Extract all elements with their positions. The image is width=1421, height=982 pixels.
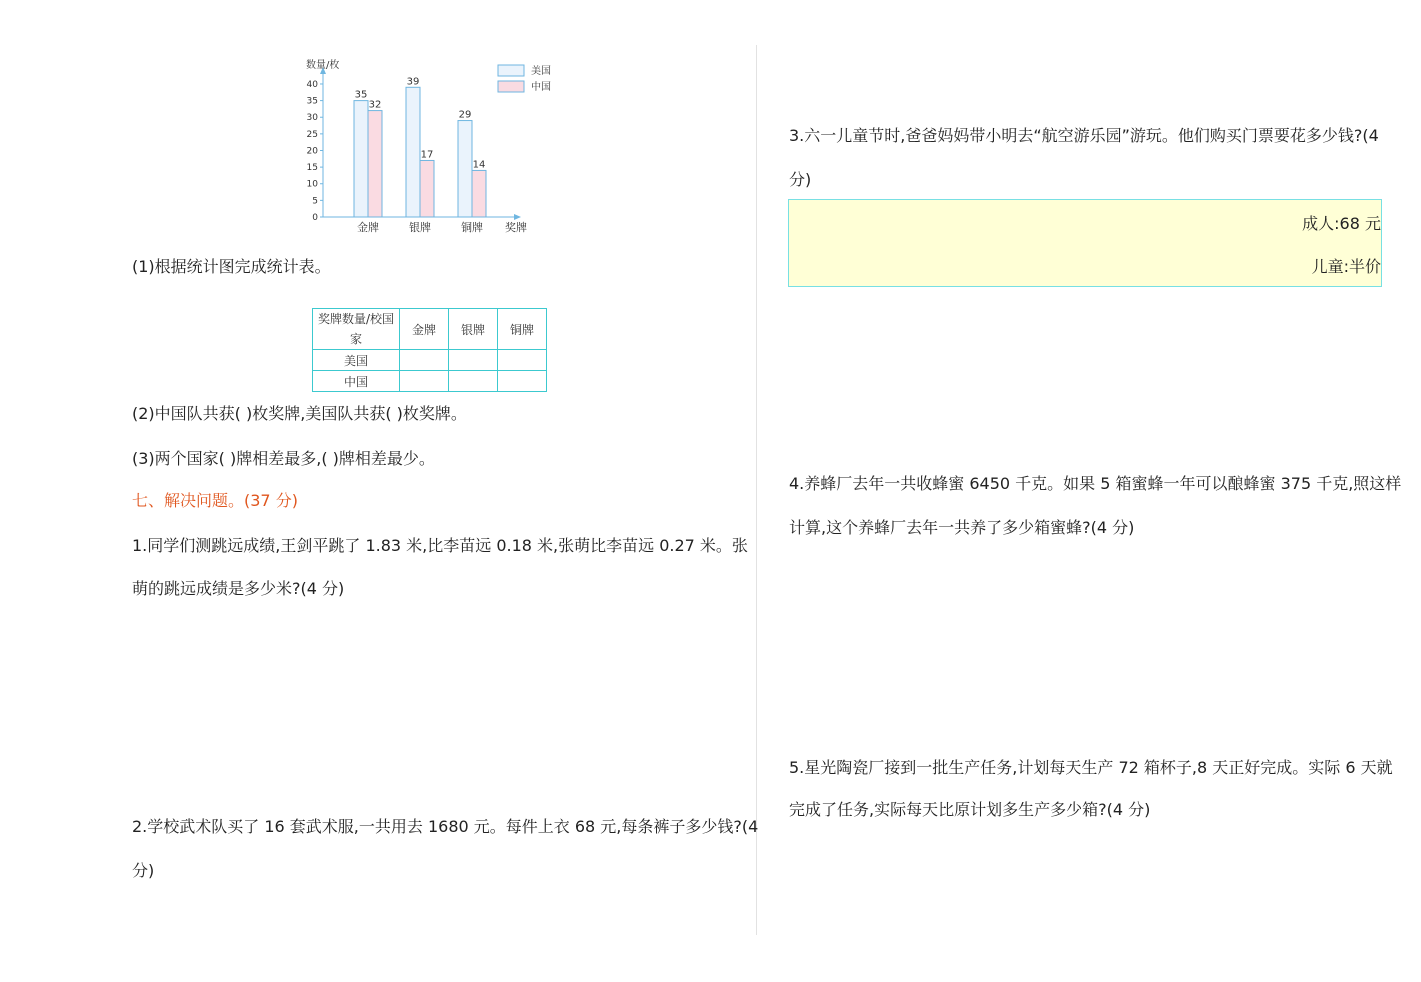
table-header-row bbox=[313, 309, 547, 350]
table-row bbox=[313, 350, 547, 371]
table-row-label: 中国 bbox=[313, 371, 400, 392]
ticket-child-price: 儿童:半价 bbox=[1311, 257, 1381, 276]
table-blank-cell[interactable] bbox=[498, 350, 547, 371]
problem-2-line-2: 分) bbox=[132, 861, 155, 880]
table-row-label: 美国 bbox=[313, 350, 400, 371]
legend-swatch bbox=[498, 81, 524, 92]
medal-statistics-table bbox=[312, 308, 547, 392]
table-header-line: 奖牌数量/校国 bbox=[317, 312, 395, 326]
x-axis-arrow bbox=[514, 214, 521, 220]
legend-swatch bbox=[498, 65, 524, 76]
question-2-text: (2)中国队共获( )枚奖牌,美国队共获( )枚奖牌。 bbox=[132, 404, 467, 423]
bar-value-label: 29 bbox=[458, 109, 472, 121]
table-row bbox=[313, 371, 547, 392]
chart-y-axis-label: 数量/枚 bbox=[306, 60, 340, 71]
problem-5-line-1: 5.星光陶瓷厂接到一批生产任务,计划每天生产 72 箱杯子,8 天正好完成。实际 6 天就 bbox=[789, 758, 1393, 777]
x-tick-label: 金牌 bbox=[357, 221, 379, 234]
problem-4-line-2: 计算,这个养蜂厂去年一共养了多少箱蜜蜂?(4 分) bbox=[789, 518, 1135, 537]
bar bbox=[458, 121, 472, 217]
problem-3-line-1: 3.六一儿童节时,爸爸妈妈带小明去“航空游乐园”游玩。他们购买门票要花多少钱?(4 bbox=[789, 126, 1379, 145]
legend-label: 中国 bbox=[531, 82, 551, 93]
column-divider bbox=[756, 45, 757, 935]
problem-3-line-2: 分) bbox=[789, 170, 812, 189]
bar bbox=[368, 111, 382, 217]
legend-label: 美国 bbox=[531, 66, 551, 77]
y-tick-label: 35 bbox=[306, 96, 318, 107]
x-tick-label: 铜牌 bbox=[461, 221, 483, 234]
bar bbox=[420, 160, 434, 217]
ticket-price-box bbox=[788, 199, 1382, 287]
y-tick-label: 0 bbox=[312, 213, 318, 223]
bar bbox=[406, 87, 420, 217]
bar-value-label: 14 bbox=[472, 159, 486, 171]
y-tick-label: 30 bbox=[306, 113, 318, 124]
table-header-line: 家 bbox=[349, 332, 362, 346]
y-tick-label: 25 bbox=[306, 129, 318, 140]
problem-2-line-1: 2.学校武术队买了 16 套武术服,一共用去 1680 元。每件上衣 68 元,每条裤子多少钱?(4 bbox=[132, 817, 759, 836]
question-3-text: (3)两个国家( )牌相差最多,( )牌相差最少。 bbox=[132, 449, 435, 468]
y-tick-label: 15 bbox=[306, 163, 318, 174]
problem-1-line-2: 萌的跳远成绩是多少米?(4 分) bbox=[132, 579, 345, 598]
medal-bar-chart bbox=[296, 52, 566, 242]
chart-legend bbox=[498, 64, 551, 93]
table-blank-cell[interactable] bbox=[400, 371, 449, 392]
chart-x-axis-label: 奖牌 bbox=[505, 221, 527, 234]
problem-5-line-2: 完成了任务,实际每天比原计划多生产多少箱?(4 分) bbox=[789, 800, 1151, 819]
bar bbox=[354, 101, 368, 217]
ticket-adult-price: 成人:68 元 bbox=[1302, 214, 1381, 233]
bar-value-label: 35 bbox=[354, 89, 368, 101]
bar bbox=[472, 170, 486, 217]
x-tick-label: 银牌 bbox=[409, 221, 431, 234]
y-tick-label: 40 bbox=[306, 79, 318, 90]
question-1-instruction: (1)根据统计图完成统计表。 bbox=[132, 257, 331, 276]
problem-1-line-1: 1.同学们测跳远成绩,王剑平跳了 1.83 米,比李苗远 0.18 米,张萌比李苗远 0.27 米。张 bbox=[132, 536, 748, 555]
y-tick-label: 20 bbox=[306, 146, 318, 157]
chart-bars bbox=[354, 76, 486, 234]
chart-y-ticks bbox=[307, 80, 323, 223]
table-header-cell: 银牌 bbox=[449, 309, 498, 350]
table-blank-cell[interactable] bbox=[449, 371, 498, 392]
bar-value-label: 32 bbox=[368, 99, 382, 111]
y-tick-label: 5 bbox=[312, 196, 318, 207]
bar-value-label: 17 bbox=[420, 149, 434, 161]
table-header-cell bbox=[313, 309, 400, 350]
problem-4-line-1: 4.养蜂厂去年一共收蜂蜜 6450 千克。如果 5 箱蜜蜂一年可以酿蜂蜜 375 千克,照这样 bbox=[789, 474, 1402, 493]
table-header-cell: 金牌 bbox=[400, 309, 449, 350]
bar-value-label: 39 bbox=[406, 76, 420, 88]
section-title: 七、解决问题。(37 分) bbox=[132, 491, 298, 510]
table-header-cell: 铜牌 bbox=[498, 309, 547, 350]
table-blank-cell[interactable] bbox=[400, 350, 449, 371]
y-tick-label: 10 bbox=[306, 179, 318, 190]
table-blank-cell[interactable] bbox=[449, 350, 498, 371]
table-blank-cell[interactable] bbox=[498, 371, 547, 392]
